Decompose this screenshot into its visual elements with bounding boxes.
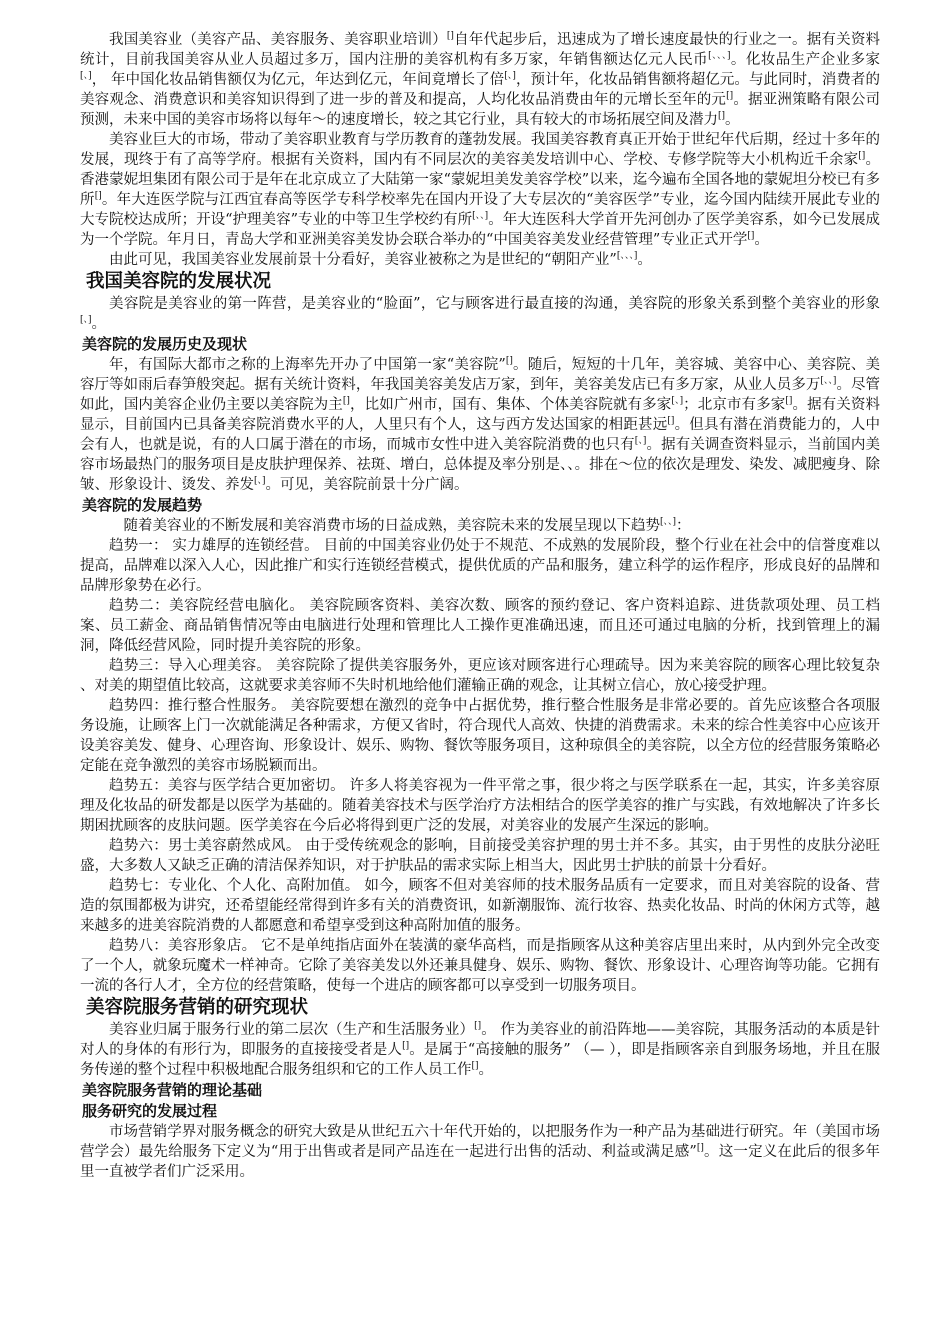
citation-mark: [] (474, 1021, 482, 1032)
citation-mark: [] (785, 396, 793, 407)
section-heading: 我国美容院的发展状况 (86, 271, 272, 292)
citation-mark: [、] (504, 71, 516, 82)
citation-mark: [] (446, 31, 454, 42)
paragraph: 美容业归属于服务行业的第二层次（生产和生活服务业）[]。 作为美容业的前沿阵地——美容院，其服务活动的本质是针对人的身体的有形行为，即服务的直接接受者是人[]。是属于“高接触的服务” （— ），即是指顾客亲自到服务场地，并且在服务传递的整个过程中积极地配合服务组织和它的工作人员工作[]。 (80, 1021, 881, 1078)
paragraph: 市场营销学界对服务概念的研究大致是从世纪五六十年代开始的，以把服务作为一种产品为基础进行研究。年（美国市场营学会）最先给服务下定义为“用于出售或者是同产品连在一起进行出售的活动、利益或满足感”[]。这一定义在此后的很多年里一直被学者们广泛采用。 (80, 1124, 881, 1180)
citation-mark: [] (726, 91, 734, 102)
citation-mark: [、] (671, 396, 684, 407)
document-page (80, 30, 880, 1182)
subsection-heading: 美容院服务营销的理论基础 (82, 1081, 263, 1099)
citation-mark: [、、] (472, 211, 489, 222)
citation-mark: [、] (634, 436, 647, 447)
paragraph: 美容业巨大的市场，带动了美容职业教育与学历教育的蓬勃发展。我国美容教育真正开始于世纪年代后期，经过十多年的发展，现终于有了高等学府。根据有关资料，国内有不同层次的美容美发培训中心、学校、专修学院等大小机构近千余家[]。香港蒙妮坦集团有限公司于是年在北京成立了大陆第一家“蒙妮坦美发美容学校”以来，迄今遍布全国各地的蒙妮坦分校已有多所[]。年大连医学院与江西宜春高等医学专科学校率先在国内开设了大专层次的“美容医学”专业，迄今国内陆续开展此专业的大专院校达成所；开设“护理美容”专业的中等卫生学校约有所[、、]。年大连医科大学首开先河创办了医学美容系，如今已发展成为一个学院。年月日，青岛大学和亚洲美容美发协会联合举办的“中国美容美发业经营管理”专业正式开学[]。 (80, 132, 881, 248)
paragraph: 由此可见，我国美容业发展前景十分看好，美容业被称之为是世纪的“朝阳产业”[、、、]。 (109, 251, 652, 268)
paragraph: 随着美容业的不断发展和美容消费市场的日益成熟，美容院未来的发展呈现以下趋势[、、]： (123, 517, 691, 534)
paragraph: 趋势三：导入心理美容。 美容院除了提供美容服务外，更应该对顾客进行心理疏导。因为来美容院的顾客心理比较复杂 、对美的期望值比较高，这就要求美容师不失时机地给他们灌输正确的观念，让其树立信心，放心接受护理。 (80, 658, 880, 694)
paragraph: 趋势四：推行整合性服务。 美容院要想在激烈的竞争中占据优势，推行整合性服务是非常必要的。首先应该整合各项服务设施，让顾客上门一次就能满足各种需求，方便又省时，符合现代人高效、快捷的消费需求。未来的综合性美容中心应该开设美容美发、健身、心理咨询、形象设计、娱乐、购物、餐饮等服务项目，这种琼俱全的美容院，以全方位的经营服务策略必定能在竞争激烈的美容市场脱颖而出。 (80, 698, 880, 774)
citation-mark: [、] (80, 71, 92, 82)
paragraph: 趋势六：男士美容蔚然成风。 由于受传统观念的影响，目前接受美容护理的男士并不多。其实，由于男性的皮肤分泌旺盛，大多数人又缺乏正确的清洁保养知识，对于护肤品的需求实际上相当大，因此男士护肤的前景十分看好。 (80, 838, 880, 874)
section-heading: 美容院服务营销的研究现状 (86, 997, 309, 1018)
citation-mark: [、、] (660, 517, 677, 528)
paragraph: 趋势二：美容院经营电脑化。 美容院顾客资料、美容次数、顾客的预约登记、客户资料追踪、进货款项处理、员工档案、员工薪金、商品销售情况等由电脑进行处理和管理比人工操作更准确迅速，而且还可通过电脑的分析，找到管理上的漏洞，降低经营风险，同时提升美容院的形象。 (80, 598, 880, 654)
citation-mark: [] (505, 356, 513, 367)
paragraph: 美容院是美容业的第一阵营，是美容业的“脸面”，它与顾客进行最直接的沟通，美容院的形象关系到整个美容业的形象[、]。 (80, 296, 880, 332)
citation-mark: [、、、] (616, 251, 638, 262)
citation-mark: [] (747, 231, 755, 242)
subsection-heading: 美容院的发展历史及现状 (82, 335, 248, 353)
citation-mark: [、、] (820, 376, 837, 387)
subsection-heading: 美容院的发展趋势 (82, 496, 203, 514)
citation-mark: [] (342, 396, 350, 407)
paragraph: 趋势五：美容与医学结合更加密切。 许多人将美容视为一件平常之事，很少将之与医学联系在一起，其实，许多美容原理及化妆品的研发都是以医学为基础的。随着美容技术与医学治疗方法相结合的医学美容的推广与实践，有效地解决了许多长期困扰顾客的皮肤问题。医学美容在今后必将得到更广泛的发展，对美容业的发展产生深远的影响。 (80, 778, 880, 834)
citation-mark: [] (667, 416, 675, 427)
citation-mark: [] (718, 111, 726, 122)
paragraph: 趋势八：美容形象店。 它不是单纯指店面外在装潢的豪华高档，而是指顾客从这种美容店里出来时，从内到外完全改变了一个人，就象玩魔术一样神奇。它除了美容美发以外还兼具健身、娱乐、购物、餐饮、形象设计、心理咨询等功能。它拥有一流的各行人才，全方位的经营策略，使每一个进店的顾客都可以享受到一切服务项目。 (80, 938, 880, 994)
citation-mark: [] (471, 1061, 479, 1072)
subsection-heading: 服务研究的发展过程 (82, 1102, 218, 1120)
citation-mark: [] (858, 151, 866, 162)
citation-mark: [、、、] (708, 51, 731, 62)
citation-mark: [] (402, 1041, 410, 1052)
paragraph: 趋势七：专业化、个人化、高附加值。 如今，顾客不但对美容师的技术服务品质有一定要求，而且对美容院的设备、营造的氛围都极为讲究，还希望能经常得到许多有关的消费资讯，如新潮服饰、流行妆容、热卖化妆品、时尚的休闲方式等，越来越多的进美容院消费的人都愿意和希望享受到这种高附加值的服务。 (80, 878, 880, 934)
paragraph: 年，有国际大都市之称的上海率先开办了中国第一家“美容院”[]。随后，短短的十几年，美容城、美容中心、美容院、美容厅等如雨后春笋般突起。据有关统计资料，年我国美容美发店万家，到年，美容美发店已有多万家，从业人员多万[、、]。尽管如此，国内美容企业仍主要以美容院为主[]，比如广州市，国有、集体、个体美容院就有多家[、]；北京市有多家[]。据有关资料显示，目前国内已具备美容院消费水平的人，人里只有个人，这与西方发达国家的相距甚远[]。但具有潜在消费能力的，人中会有人，也就是说，有的人口属于潜在的市场，而城市女性中进入美容院消费的也只有[、]。据有关调查资料显示，当前国内美容市场最热门的服务项目是皮肤护理保养、祛斑、增白，总体提及率分别是、、。排在～位的依次是理发、染发、减肥瘦身、除皱、形象设计、烫发、养发[、]。可见，美容院前景十分广阔。 (80, 356, 881, 493)
citation-mark: [、] (80, 315, 92, 326)
paragraph: 我国美容业（美容产品、美容服务、美容职业培训）[]自年代起步后，迅速成为了增长速度最快的行业之一。据有关资料统计，目前我国美容从业人员超过多万，国内注册的美容机构有多万家，年销售额达亿元人民币[、、、]。化妆品生产企业多家[、]， 年中国化妆品销售额仅为亿元，年达到亿元，年间竟增长了倍[、]，预计年，化妆品销售额将超亿元。与此同时，消费者的美容观念、消费意识和美容知识得到了进一步的普及和提高，人均化妆品消费由年的元增长至年的元[]。据亚洲策略有限公司预测，未来中国的美容市场将以每年～的速度增长，较之其它行业，具有较大的市场拓展空间及潜力[]。 (80, 31, 881, 128)
citation-mark: [、] (254, 476, 266, 487)
citation-mark: [] (94, 191, 102, 202)
paragraph: 趋势一： 实力雄厚的连锁经营。 目前的中国美容业仍处于不规范、不成熟的发展阶段，整个行业在社会中的信誉度难以提高，品牌难以深入人心，因此推广和实行连锁经营模式，提供优质的产品和服务，建立科学的运作程序，形成良好的品牌和品牌形象势在必行。 (80, 538, 880, 594)
citation-mark: [] (696, 1143, 704, 1154)
